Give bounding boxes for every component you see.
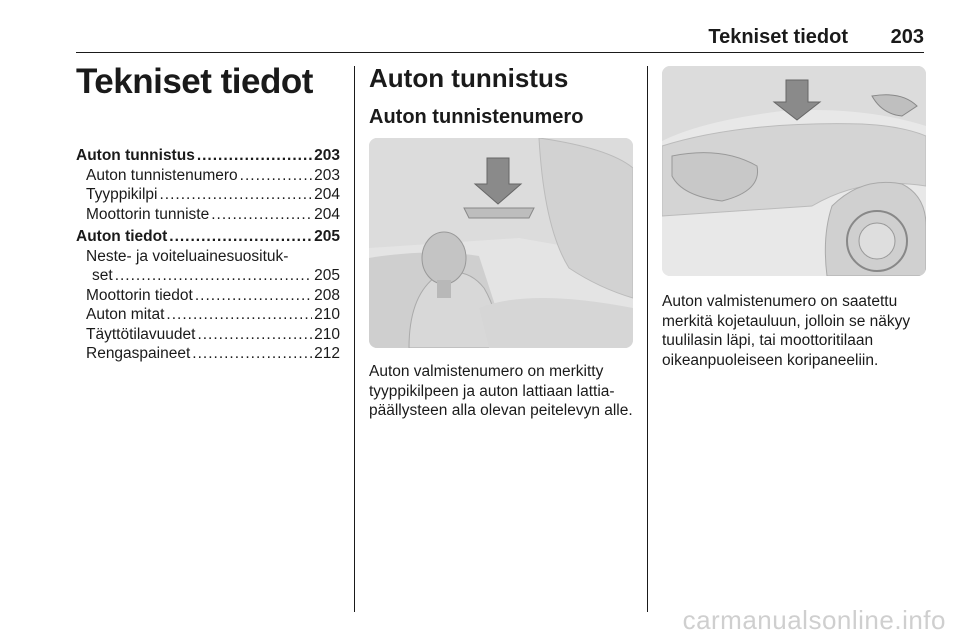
paragraph-floor-vin: Auton valmistenumero on merkitty tyyppikilpeen ja auton lattiaan lattia-päällysteen alla olevan peitelevyn alle.: [369, 363, 633, 419]
toc-entry-main[interactable]: Auton tiedot ..... 205: [76, 227, 340, 247]
column-divider-left: [354, 66, 355, 612]
toc-entry[interactable]: Auton tunnistenumero ..... 203: [76, 166, 340, 186]
watermark: carmanualsonline.info: [682, 605, 946, 635]
toc-entry[interactable]: Täyttötilavuudet ..... 210: [76, 325, 340, 345]
car-front-image: [662, 66, 926, 276]
right-column: [662, 66, 926, 370]
header-page-number: 203: [890, 26, 924, 48]
toc-entry[interactable]: Auton mitat ..... 210: [76, 305, 340, 325]
section-column: [369, 62, 633, 421]
subsection-title: Auton tunnistenumero: [369, 106, 584, 128]
toc-group-vehicle-data: [76, 227, 340, 364]
toc-entry[interactable]: set ..... 205: [76, 266, 340, 286]
toc-entry[interactable]: Rengaspaineet ..... 212: [76, 344, 340, 364]
toc-entry-wrapped-line[interactable]: Neste- ja voiteluainesuosituk-: [86, 247, 289, 265]
section-title: Auton tunnistus: [369, 63, 569, 93]
toc-entry-main[interactable]: Auton tunnistus ..... 203: [76, 146, 340, 166]
toc-entry[interactable]: Tyyppikilpi ..... 204: [76, 185, 340, 205]
floor-vin-illustration: [369, 138, 633, 348]
floor-interior-image: [369, 138, 633, 348]
toc-group-identification: [76, 146, 340, 224]
column-divider-right: [647, 66, 648, 612]
windshield-vin-illustration: [662, 66, 926, 276]
header-title: Tekniset tiedot: [708, 26, 848, 48]
toc-entry[interactable]: Moottorin tunniste ..... 204: [76, 205, 340, 225]
toc-entry[interactable]: Moottorin tiedot ..... 208: [76, 286, 340, 306]
paragraph-dashboard-vin: Auton valmistenumero on saatettu merkitä kojetauluun, jolloin se näkyy tuulilasin läpi, tai moottoritilaan oikeanpuoleiseen koripaneeliin.: [662, 293, 911, 369]
page-header: [76, 26, 924, 53]
chapter-title: Tekniset tiedot: [76, 62, 313, 101]
toc-column: [76, 62, 340, 367]
